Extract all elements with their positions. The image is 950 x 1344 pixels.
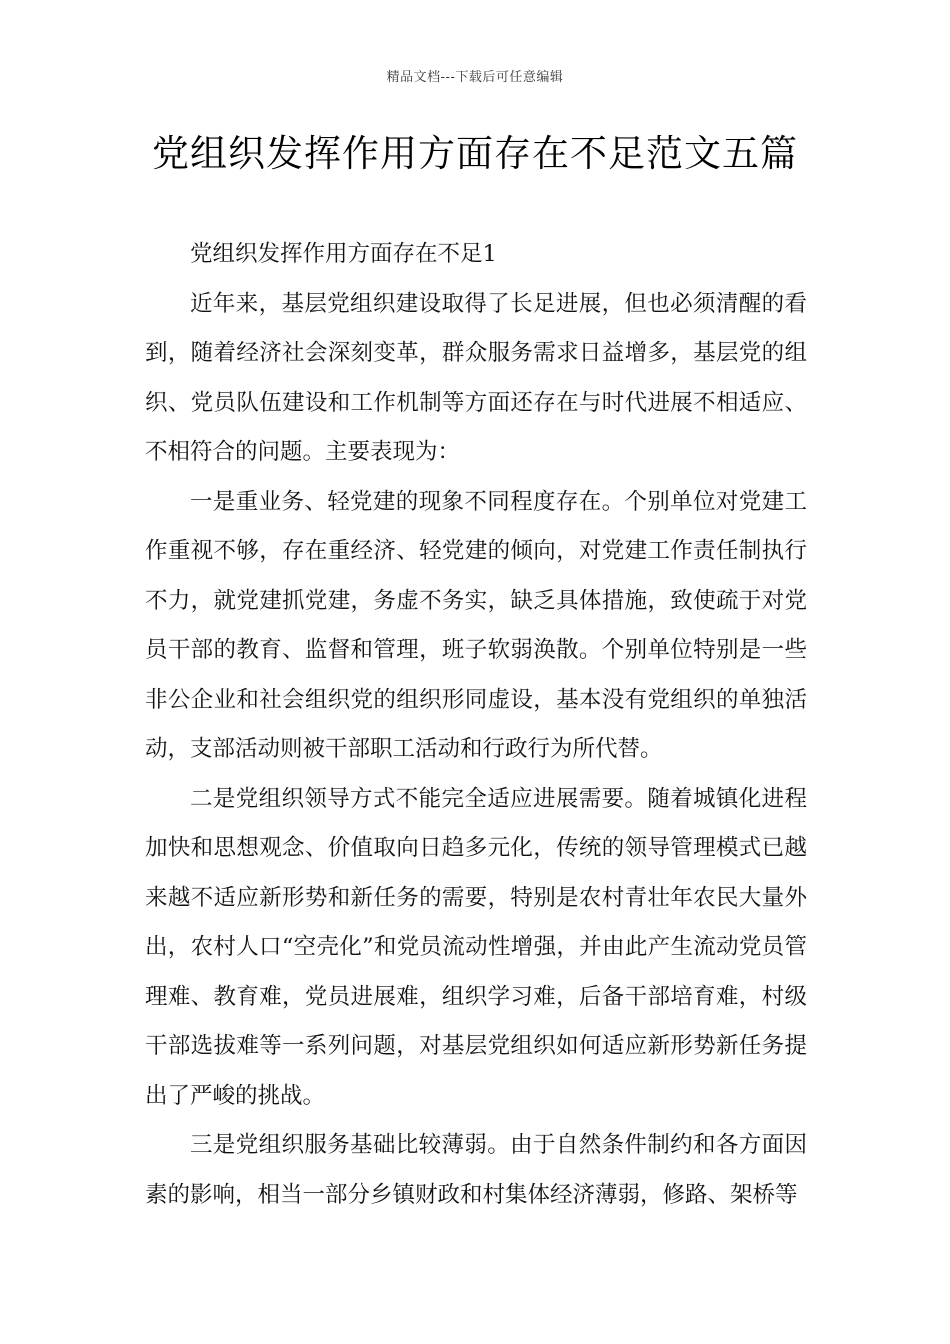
paragraph-point-one: 一是重业务、轻党建的现象不同程度存在。个别单位对党建工作重视不够，存在重经济、轻党建的倾向，对党建工作责任制执行不力，就党建抓党建，务虚不务实，缺乏具体措施，致使疏于对党员干部的教育、监督和管理，班子软弱涣散。个别单位特别是一些非公企业和社会组织党的组织形同虚设，基本没有党组织的单独活动，支部活动则被干部职工活动和行政行为所代替。	[145, 488, 807, 762]
section-heading: 党组织发挥作用方面存在不足1	[190, 241, 497, 267]
paragraph-point-three: 三是党组织服务基础比较薄弱。由于自然条件制约和各方面因素的影响，相当一部分乡镇财政和村集体经济薄弱，修路、架桥等	[145, 1132, 807, 1208]
paragraph-intro: 近年来，基层党组织建设取得了长足进展，但也必须清醒的看到，随着经济社会深刻变革，群众服务需求日益增多，基层党的组织、党员队伍建设和工作机制等方面还存在与时代进展不相适应、不相符合的问题。主要表现为：	[145, 290, 807, 465]
document-title: 党组织发挥作用方面存在不足范文五篇	[152, 132, 798, 175]
document-body	[145, 230, 807, 1220]
header-note: 精品文档---下载后可任意编辑	[386, 70, 564, 85]
paragraph-point-two: 二是党组织领导方式不能完全适应进展需要。随着城镇化进程加快和思想观念、价值取向日趋多元化，传统的领导管理模式已越来越不适应新形势和新任务的需要，特别是农村青壮年农民大量外出，农村人口“空壳化”和党员流动性增强，并由此产生流动党员管理难、教育难，党员进展难，组织学习难，后备干部培育难，村级干部选拔难等一系列问题，对基层党组织如何适应新形势新任务提出了严峻的挑战。	[145, 785, 807, 1109]
